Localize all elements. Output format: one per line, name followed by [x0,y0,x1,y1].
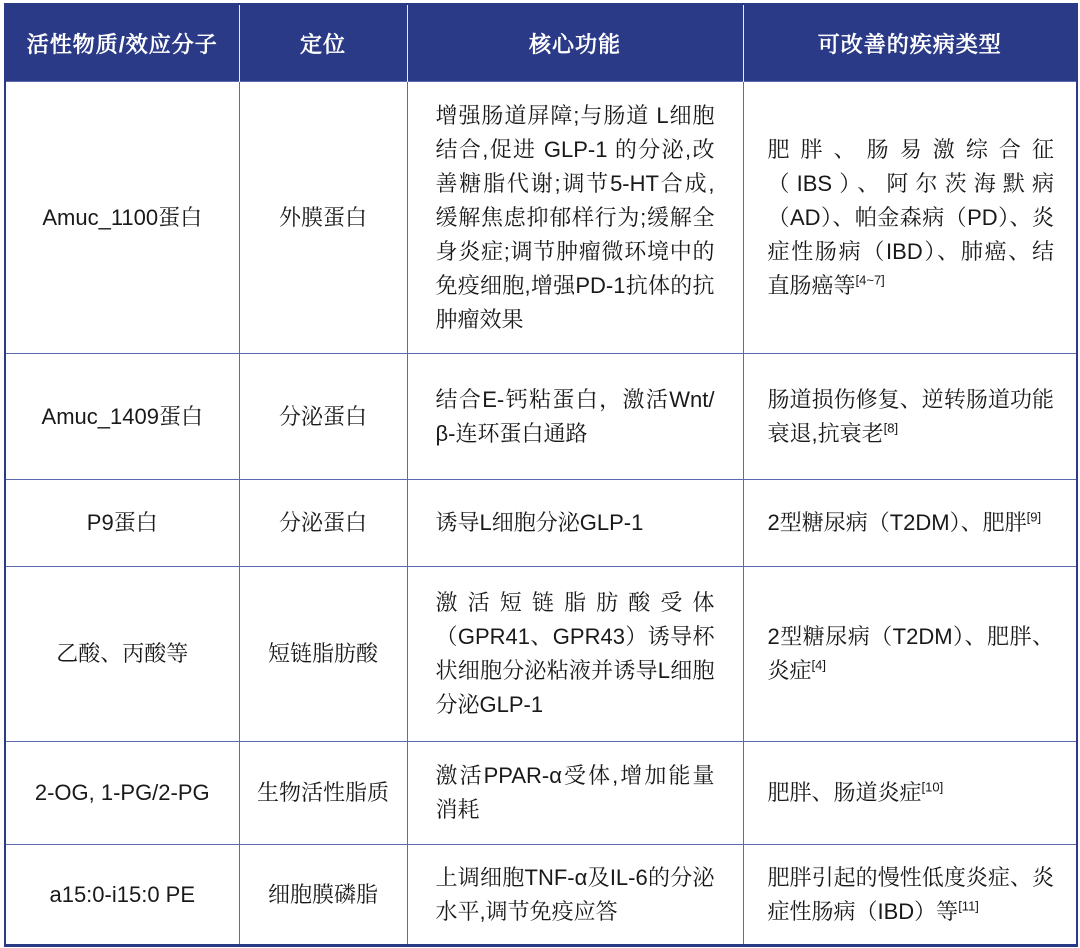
reference-superscript: [4~7] [855,272,885,288]
reference-superscript: [8] [883,420,899,436]
cell-function: 诱导L细胞分泌GLP-1 [407,480,743,567]
table-row [5,82,1077,354]
cell-function: 增强肠道屏障;与肠道 L细胞结合,促进 GLP-1 的分泌,改善糖脂代谢;调节5-HT合成,缓解焦虑抑郁样行为;缓解全身炎症;调节肿瘤微环境中的免疫细胞,增强PD-1抗体的抗肿瘤效果 [407,82,743,354]
cell-diseases [743,480,1077,567]
reference-superscript: [11] [958,898,979,914]
cell-substance: 乙酸、丙酸等 [5,567,239,742]
cell-diseases [743,82,1077,354]
diseases-text: 肥胖、肠道炎症 [767,780,922,805]
table-row [5,354,1077,480]
diseases-text: 2型糖尿病（T2DM）、肥胖、炎症 [767,624,1054,683]
diseases-text: 肠道损伤修复、逆转肠道功能衰退,抗衰老 [767,386,1054,446]
diseases-text: 肥胖、肠易激综合征（IBS）、阿尔茨海默病（AD）、帕金森病（PD）、炎症性肠病（IBD）、肺癌、结直肠癌等 [767,136,1054,298]
column-header-diseases: 可改善的疾病类型 [743,4,1077,82]
table-row [5,845,1077,946]
cell-location: 生物活性脂质 [239,742,407,845]
cell-function: 上调细胞TNF-α及IL-6的分泌水平,调节免疫应答 [407,845,743,946]
cell-function: 激活短链脂肪酸受体（GPR41、GPR43）诱导杯状细胞分泌粘液并诱导L细胞分泌GLP-1 [407,567,743,742]
reference-superscript: [10] [921,779,944,795]
column-header-function: 核心功能 [407,4,743,82]
reference-superscript: [4] [811,657,826,673]
cell-diseases [743,742,1077,845]
cell-location: 分泌蛋白 [239,480,407,567]
cell-function: 结合E-钙粘蛋白，激活Wnt/β-连环蛋白通路 [407,354,743,480]
akkermansia-active-substances-table [4,3,1078,947]
cell-substance: a15:0-i15:0 PE [5,845,239,946]
reference-superscript: [9] [1026,509,1042,525]
cell-substance: Amuc_1100蛋白 [5,82,239,354]
cell-substance: P9蛋白 [5,480,239,567]
cell-diseases [743,567,1077,742]
cell-diseases [743,845,1077,946]
column-header-location: 定位 [239,4,407,82]
cell-substance: 2-OG, 1-PG/2-PG [5,742,239,845]
table-row [5,742,1077,845]
cell-function: 激活PPAR-α受体,增加能量消耗 [407,742,743,845]
cell-location: 细胞膜磷脂 [239,845,407,946]
diseases-text: 肥胖引起的慢性低度炎症、炎症性肠病（IBD）等 [767,864,1054,924]
cell-location: 外膜蛋白 [239,82,407,354]
table-header-row [5,4,1077,82]
column-header-substance: 活性物质/效应分子 [5,4,239,82]
table-row [5,480,1077,567]
cell-location: 短链脂肪酸 [239,567,407,742]
diseases-text: 2型糖尿病（T2DM）、肥胖 [767,510,1027,535]
cell-location: 分泌蛋白 [239,354,407,480]
cell-substance: Amuc_1409蛋白 [5,354,239,480]
table-row [5,567,1077,742]
cell-diseases [743,354,1077,480]
